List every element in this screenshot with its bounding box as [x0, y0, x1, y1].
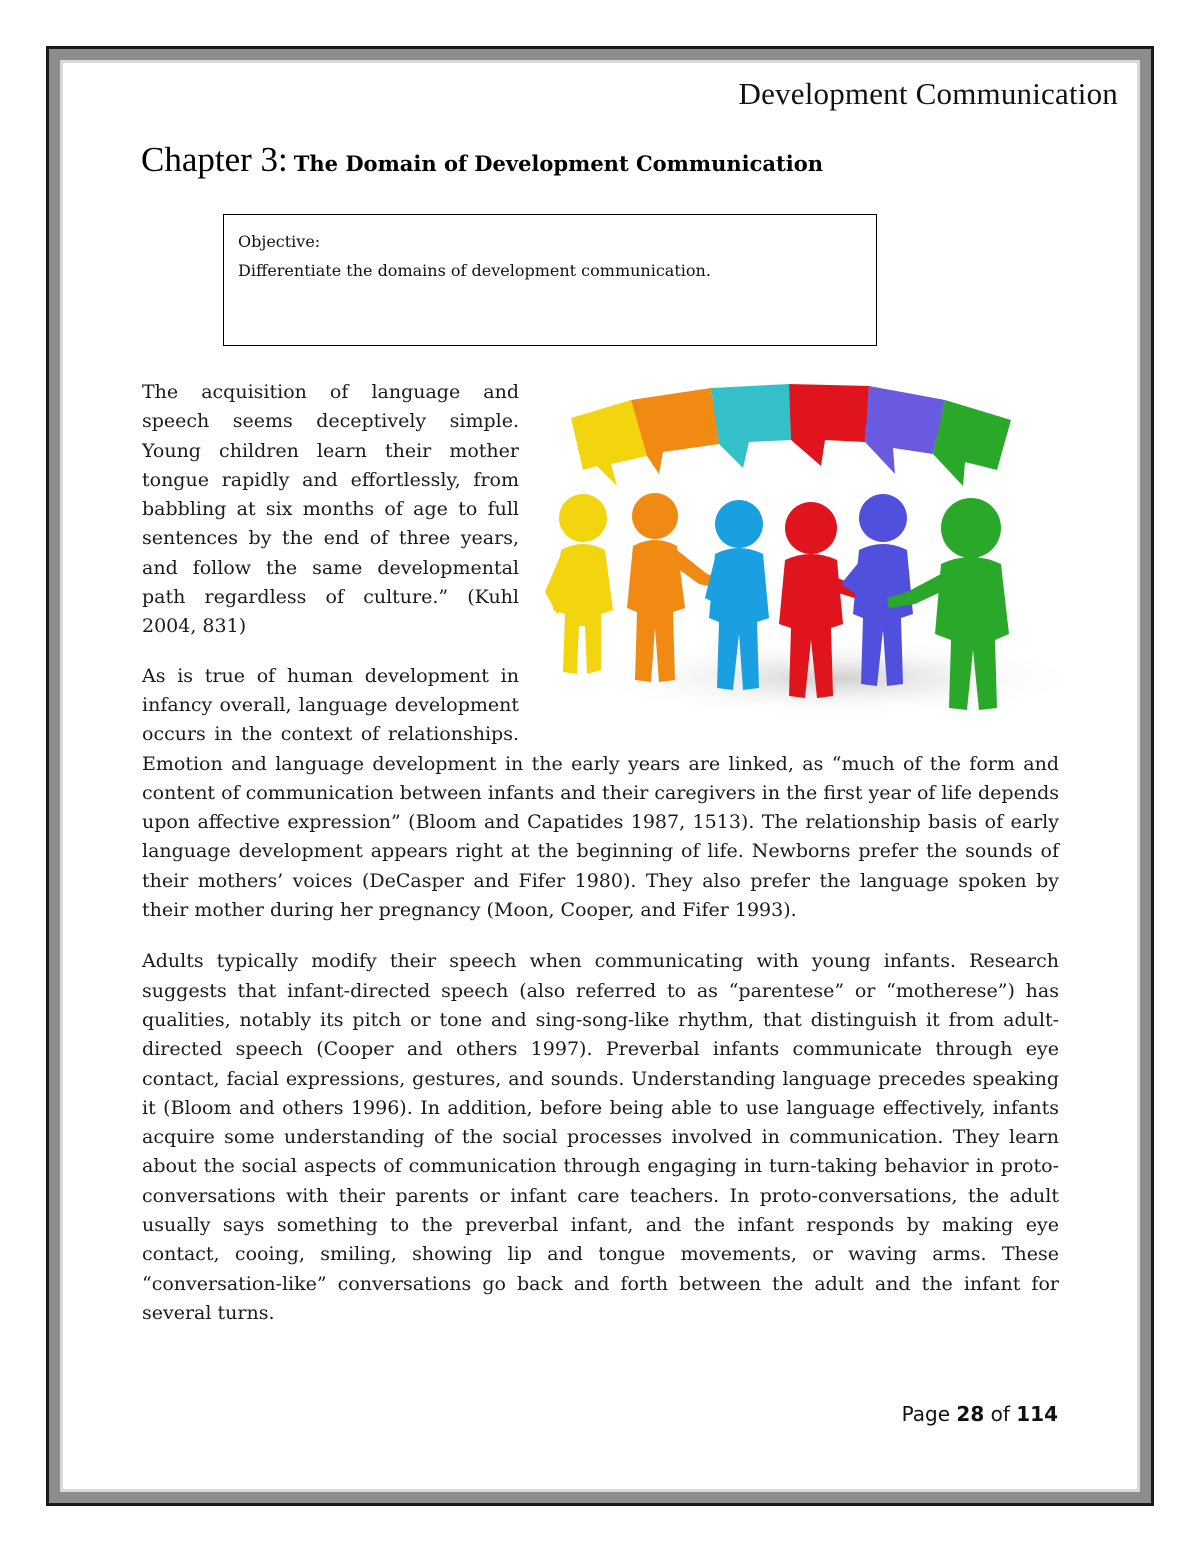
puzzle-piece-red [789, 384, 869, 466]
paragraph-1: The acquisition of language and speech seems deceptively simple. Young children learn their mother tongue rapidly and effortlessly, from babbling at six months of age to full sentences by the end of three years, and follow the same developmental path regardless of culture.” (Kuhl 2004, 831) [142, 381, 519, 638]
chapter-title [141, 140, 823, 180]
puzzle-piece-cyan [711, 384, 791, 468]
objective-text: Differentiate the domains of development communication. [238, 261, 711, 280]
page-number [902, 1402, 1058, 1426]
objective-box [223, 214, 877, 346]
chapter-label: Chapter 3: [141, 140, 288, 179]
body-text [142, 378, 1059, 1328]
page-current: 28 [956, 1402, 985, 1426]
puzzle-arc [571, 384, 1011, 486]
chapter-name: The Domain of Development Communication [293, 151, 823, 176]
figure-yellow [545, 494, 613, 674]
puzzle-piece-green [933, 400, 1011, 486]
page-total: 114 [1016, 1402, 1058, 1426]
page-word: Page [901, 1402, 951, 1426]
paragraph-2: As is true of human development in infancy overall, language development occurs in the context of relationships. Emotion and language development in the early years are linked, as “much of the form and content of communication between infants and their caregivers in the first year of life depends upon affective expression” (Bloom and Capatides 1987, 1513). The relationship basis of early language development appears right at the beginning of life. Newborns prefer the sounds of their mothers’ voices (DeCasper and Fifer 1980). They also prefer the language spoken by their mother during her pregnancy (Moon, Cooper, and Fifer 1993). [142, 664, 1059, 922]
people-puzzle-speech-illustration [535, 378, 1059, 720]
paragraph-3: Adults typically modify their speech when communicating with young infants. Research suggests that infant-directed speech (also referred to as “parentese” or “motherese”) has qualities, notably its pitch or tone and sing-song-like rhythm, that distinguish it from adult-directed speech (Cooper and others 1997). Preverbal infants communicate through eye contact, facial expressions, gestures, and sounds. Understanding language precedes speaking it (Bloom and others 1996). In addition, before being able to use language effectively, infants acquire some understanding of the social processes involved in communication. They learn about the social aspects of communication through engaging in turn-taking behavior in proto-conversations with their parents or infant care teachers. In proto-conversations, the adult usually says something to the preverbal infant, and the infant responds by making eye contact, cooing, smiling, showing lip and tongue movements, or waving arms. These “conversation-like” conversations go back and forth between the adult and the infant for several turns. [142, 950, 1059, 1324]
running-header: Development Communication [738, 76, 1118, 111]
of-word: of [990, 1402, 1010, 1426]
puzzle-piece-orange [631, 388, 719, 474]
objective-label: Objective: [238, 232, 321, 251]
